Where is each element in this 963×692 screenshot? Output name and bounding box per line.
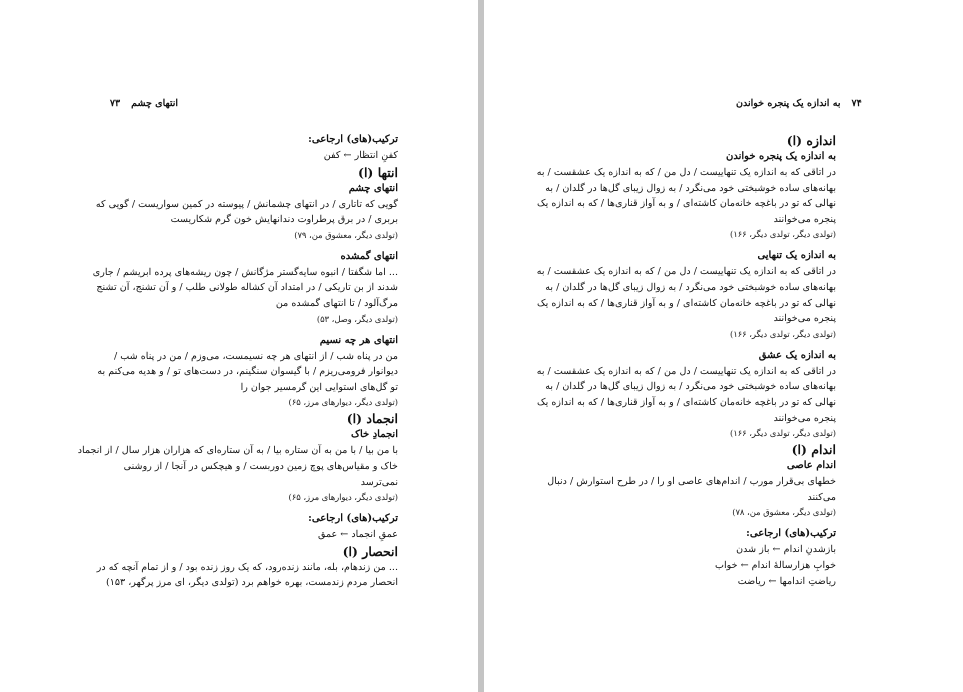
left-page-header bbox=[102, 98, 178, 109]
text-line: ریاضتِ اندامها ← ریاضت bbox=[737, 575, 836, 587]
text-line: خوابِ هزارسالهٔ اندام ← خواب bbox=[714, 559, 836, 571]
text-line: ... من زندهام، بله، مانند زنده‌رود، که یک روز زنده بود / و از تمام آنچه که در bbox=[96, 561, 398, 573]
text-line: پنجره می‌خوانند bbox=[773, 313, 836, 325]
source-citation: (تولدی دیگر، تولدی دیگر، ۱۶۶) bbox=[729, 428, 836, 439]
entry-subheading: ترکیب(های) ارجاعی: bbox=[746, 528, 836, 540]
entry-subheading: به اندازه یک عشق bbox=[758, 349, 836, 361]
text-line: مرگ‌آلود / تا انتهای گمشده من bbox=[275, 297, 398, 309]
text-line: نهالی که تو در باغچه خانه‌مان کاشته‌ای / و به آواز قناری‌ها / که به اندازه یک bbox=[537, 297, 836, 309]
text-line: بازشدنِ اندام ← باز شدن bbox=[736, 544, 836, 556]
text-line: خطهای بی‌قرار مورب / اندام‌های عاصی او را / در طرح استوارش / دنبال bbox=[547, 476, 836, 488]
left-page-header-title: انتهای چشم bbox=[131, 98, 178, 109]
text-line: بهانه‌های ساده خوشبختی خود می‌نگرد / به زوال زیبای گل‌ها در گلدان / به bbox=[545, 281, 836, 293]
text-line: شدند از بن تاریکی / در امتداد آن کشاله طولانی طلب / و آن تشنج، آن تشنج bbox=[96, 282, 398, 294]
text-line: تو گل‌های استوایی این گرمسیر جوان را bbox=[240, 381, 398, 393]
source-citation: (تولدی دیگر، دیوارهای مرز، ۶۵) bbox=[288, 397, 398, 408]
text-line: نمی‌ترسد bbox=[360, 476, 398, 488]
text-line: پنجره می‌خوانند bbox=[773, 412, 836, 424]
entry-heading: انتها (ا) bbox=[358, 164, 398, 180]
entry-subheading: انتهای چشم bbox=[348, 182, 398, 194]
entry-subheading: به اندازه یک تنهایی bbox=[757, 250, 836, 262]
source-citation: (تولدی دیگر، دیوارهای مرز، ۶۵) bbox=[288, 492, 398, 503]
entry-subheading: انجمادِ خاک bbox=[351, 429, 398, 441]
entry-subheading: انتهای هر چه نسیم bbox=[319, 334, 398, 346]
left-page-number: ۷۳ bbox=[109, 98, 121, 109]
entry-subheading: ترکیب(های) ارجاعی: bbox=[308, 513, 398, 525]
entry-subheading: ترکیب(های) ارجاعی: bbox=[308, 134, 398, 145]
text-line: دیوانوار فرومی‌ریزم / با گیسوان سنگینم، در دست‌های تو / و هدیه می‌کنم به bbox=[97, 366, 398, 378]
text-line: خاک و مقیاس‌های پوچ زمین دوربست / و هیچکس در آنجا / از روشنی bbox=[123, 460, 398, 472]
right-page bbox=[484, 0, 963, 692]
right-page-text-column bbox=[536, 132, 836, 589]
entry-heading: انجماد (ا) bbox=[346, 411, 398, 427]
text-line: در اتاقی که به اندازه یک تنهاییست / دل من / که به اندازه یک عشقست / به bbox=[536, 365, 836, 377]
source-citation: (تولدی دیگر، تولدی دیگر، ۱۶۶) bbox=[729, 328, 836, 339]
text-line: عمقِ انجماد ← عمق bbox=[317, 529, 398, 541]
text-line: بهانه‌های ساده خوشبختی خود می‌نگرد / به زوال زیبای گل‌ها در گلدان / به bbox=[545, 381, 836, 393]
left-page-text-column bbox=[77, 132, 398, 591]
left-page bbox=[0, 0, 478, 692]
entry-heading: انحصار (ا) bbox=[342, 543, 398, 559]
text-line: بهانه‌های ساده خوشبختی خود می‌نگرد / به زوال زیبای گل‌ها در گلدان / به bbox=[545, 182, 836, 194]
text-line: با من بیا / با من به آن ستاره بیا / به آن ستاره‌ای که هزاران هزار سال / از انجماد bbox=[77, 445, 398, 457]
entry-heading: اندازه (ا) bbox=[786, 133, 836, 148]
text-line: کفنِ انتظار ← کفن bbox=[323, 150, 398, 161]
text-line: ... اما شگفتا / انبوه سایه‌گستر مژگانش / چون ریشه‌های پرده ابریشم / جاری bbox=[92, 266, 398, 278]
source-citation: (تولدی دیگر، تولدی دیگر، ۱۶۶) bbox=[729, 229, 836, 240]
text-line: پنجره می‌خوانند bbox=[773, 213, 836, 225]
text-line: نهالی که تو در باغچه خانه‌مان کاشته‌ای / و به آواز قناری‌ها / که به اندازه یک bbox=[537, 396, 836, 408]
text-line: نهالی که تو در باغچه خانه‌مان کاشته‌ای / و به آواز قناری‌ها / که به اندازه یک bbox=[537, 198, 836, 210]
entry-subheading: اندام عاصی bbox=[786, 460, 836, 472]
source-citation: (تولدی دیگر، وصل، ۵۳) bbox=[316, 313, 398, 324]
text-line: انحصار مردم زندمست، بهره خواهم برد (تولدی دیگر، ای مرز پرگهر، ۱۵۳) bbox=[105, 577, 398, 589]
text-line: من در پناه شب / از انتهای هر چه نسیمست، می‌وزم / من در پناه شب / bbox=[113, 350, 398, 362]
text-line: بربری / در برق پرطراوت دندانهایش خون گرم شکاریست bbox=[170, 214, 398, 226]
right-page-header-title: به اندازه یک پنجره خواندن bbox=[736, 98, 841, 109]
source-citation: (تولدی دیگر، معشوق من، ۷۹) bbox=[294, 229, 398, 240]
entry-heading: اندام (ا) bbox=[791, 442, 836, 458]
text-line: در اتاقی که به اندازه یک تنهاییست / دل من / که به اندازه یک عشقست / به bbox=[536, 167, 836, 178]
right-page-number: ۷۴ bbox=[851, 98, 862, 109]
entry-subheading: انتهای گمشده bbox=[340, 250, 398, 262]
source-citation: (تولدی دیگر، معشوق من، ۷۸) bbox=[732, 507, 836, 518]
entry-subheading: به اندازه یک پنجره خواندن bbox=[726, 151, 836, 162]
text-line: در اتاقی که به اندازه یک تنهاییست / دل من / که به اندازه یک عشقست / به bbox=[536, 266, 836, 278]
text-line: می‌کنند bbox=[807, 491, 836, 503]
text-line: گویی که تاتاری / در انتهای چشمانش / پیوسته در کمین سواریست / گویی که bbox=[95, 198, 398, 210]
right-page-header bbox=[736, 98, 870, 109]
